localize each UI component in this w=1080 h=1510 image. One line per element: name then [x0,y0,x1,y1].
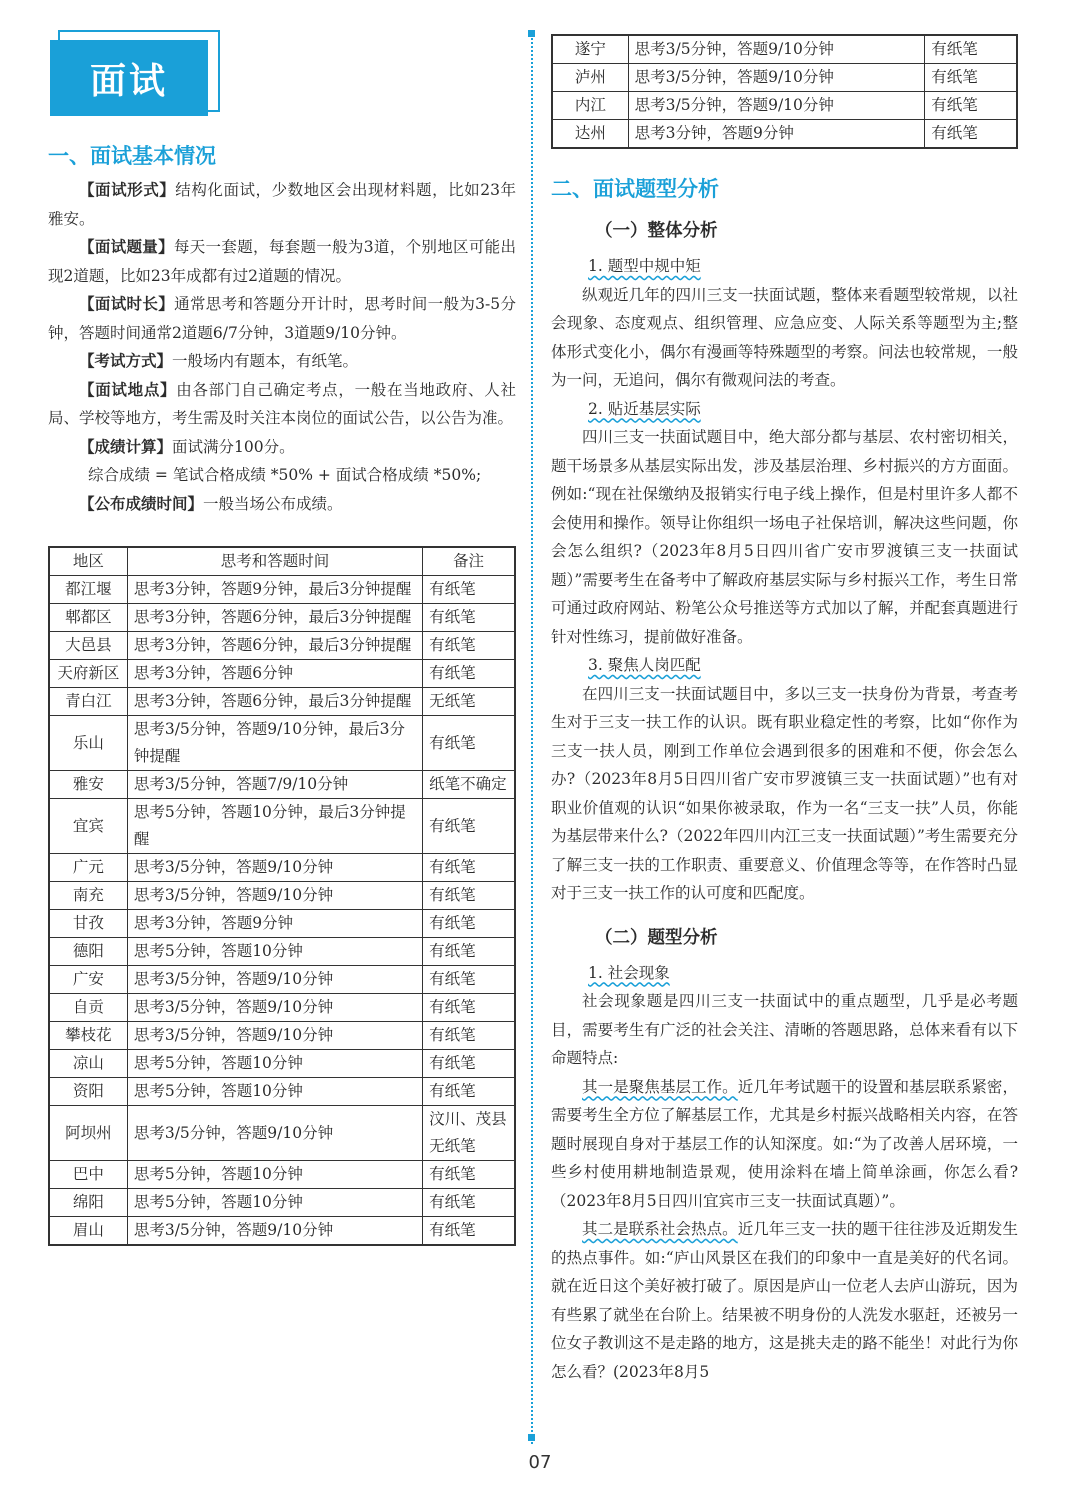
table-cell-region: 天府新区 [49,660,127,688]
table-cell-region: 攀枝花 [49,1022,127,1050]
table-cell-note: 有纸笔 [423,966,515,994]
table-cell-note: 有纸笔 [423,1189,515,1217]
table-cell-time: 思考3/5分钟，答题9/10分钟 [127,1106,422,1161]
table-row [552,64,1017,92]
subsection-heading: （二）题型分析 [595,927,718,948]
paragraph: 其一是聚焦基层工作。近几年考试题干的设置和基层联系紧密，需要考生全方位了解基层工作，尤其是乡村振兴战略相关内容，在答题时展现自身对于基层工作的认知深度。如:“为了改善人居环境，一些乡村使用耕地制造景观，使用涂料在墙上简单涂画，你怎么看?（2023年8月5日四川宜宾市三支一扶面试真题）”。 [551,1077,1018,1210]
table-row [49,688,515,716]
interview-time-table [48,546,516,1246]
table-cell-region: 郫都区 [49,604,127,632]
table-cell-note: 有纸笔 [925,35,1017,64]
table-row [49,604,515,632]
table-cell-note: 有纸笔 [423,604,515,632]
table-cell-region: 甘孜 [49,910,127,938]
table-cell-note: 有纸笔 [423,882,515,910]
table-cell-time: 思考5分钟，答题10分钟 [127,1161,422,1189]
table-cell-region: 泸州 [552,64,628,92]
table-body [49,576,515,1246]
basic-info-list [48,176,516,518]
table-cell-time: 思考3分钟，答题9分钟 [127,910,422,938]
paragraph: 社会现象题是四川三支一扶面试中的重点题型，几乎是必考题目，需要考生有广泛的社会关注、清晰的答题思路，总体来看有以下命题特点: [551,992,1018,1067]
info-item: 【面试形式】结构化面试，少数地区会出现材料题，比如23年雅安。 [48,181,516,228]
table-cell-note: 有纸笔 [925,92,1017,120]
paragraph: 纵观近几年的四川三支一扶面试题，整体来看题型较常规，以社会现象、态度观点、组织管理、应急应变、人际关系等题型为主;整体形式变化小，偶尔有漫画等特殊题型的考察。问法也较常规，一般为一问，无追问，偶尔有微观问法的考查。 [551,285,1018,389]
table-cell-region: 遂宁 [552,35,628,64]
table-cell-region: 资阳 [49,1078,127,1106]
table-row [49,854,515,882]
table-cell-note: 有纸笔 [423,1022,515,1050]
table-cell-region: 眉山 [49,1217,127,1246]
left-column [48,30,516,1246]
table-cell-time: 思考3分钟，答题6分钟 [127,660,422,688]
table-row [49,1189,515,1217]
paragraph: 四川三支一扶面试题目中，绝大部分都与基层、农村密切相关，题干场景多从基层实际出发，涉及基层治理、乡村振兴的方方面面。例如:“现在社保缴纳及报销实行电子线上操作，但是村里许多人都不会使用和操作。领导让你组织一场电子社保培训，解决这些问题，你会怎么组织?（2023年8月5日四川省广安市罗渡镇三支一扶面试题）”需要考生在备考中了解政府基层实际与乡村振兴工作，考生日常可通过政府网站、粉笔公众号推送等方式加以了解，并配套真题进行针对性练习，提前做好准备。 [551,428,1018,646]
table-cell-region: 自贡 [49,994,127,1022]
paragraph: 其二是联系社会热点。近几年三支一扶的题干往往涉及近期发生的热点事件。如:“庐山风景区在我们的印象中一直是美好的代名词。就在近日这个美好被打破了。原因是庐山一位老人去庐山游玩，因为有些累了就坐在台阶上。结果被不明身份的人洗发水驱赶，还被另一位女子教训这不是走路的地方，这是挑夫走的路不能坐！对此行为你怎么看？(2023年8月5 [551,1220,1018,1381]
table-header-row [49,547,515,576]
table-cell-note: 纸笔不确定 [423,771,515,799]
table-row [49,716,515,771]
info-item: 【考试方式】一般场内有题本，有纸笔。 [79,352,359,370]
info-item: 【公布成绩时间】一般当场公布成绩。 [79,494,343,513]
point-heading: 1. 题型中规中矩 [588,257,701,275]
table-cell-region: 雅安 [49,771,127,799]
table-row [49,799,515,854]
section-title: 二、面试题型分析 [551,177,719,201]
table-cell-time: 思考3/5分钟，答题9/10分钟 [628,64,925,92]
table-cell-region: 阿坝州 [49,1106,127,1161]
table-header: 地区 [49,547,127,576]
info-item: 【面试地点】由各部门自己确定考点，一般在当地政府、人社局、学校等地方，考生需及时关注本岗位的面试公告，以公告为准。 [48,380,516,427]
subsection-heading: （一）整体分析 [595,221,718,241]
table-row [49,771,515,799]
table-cell-time: 思考5分钟，答题10分钟 [127,1078,422,1106]
table-cell-time: 思考3/5分钟，答题9/10分钟 [628,92,925,120]
table-row [552,35,1017,64]
table-row [552,120,1017,149]
table-cell-region: 广元 [49,854,127,882]
info-item: 综合成绩 = 笔试合格成绩 *50% + 面试合格成绩 *50%; [88,466,482,484]
table-row [49,1078,515,1106]
table-row [49,1217,515,1246]
table-cell-region: 青白江 [49,688,127,716]
table-cell-time: 思考3/5分钟，答题9/10分钟 [127,1217,422,1246]
table-header: 思考和答题时间 [127,547,422,576]
table-cell-note: 有纸笔 [423,1217,515,1246]
table-cell-region: 南充 [49,882,127,910]
table-header: 备注 [423,547,515,576]
divider-dot [528,1434,535,1441]
table-row [49,576,515,604]
table-row [49,660,515,688]
table-cell-note: 有纸笔 [925,120,1017,149]
table-body [552,35,1017,148]
table-row [49,1106,515,1161]
title-badge [50,30,220,114]
table-row [49,1050,515,1078]
table-cell-note: 有纸笔 [423,799,515,854]
table-cell-region: 乐山 [49,716,127,771]
table-row [49,1022,515,1050]
table-cell-note: 有纸笔 [423,938,515,966]
table-cell-time: 思考5分钟，答题10分钟 [127,1189,422,1217]
paragraph-lead: 其一是聚焦基层工作。 [582,1077,738,1096]
table-cell-region: 广安 [49,966,127,994]
table-cell-time: 思考5分钟，答题10分钟 [127,1050,422,1078]
table-cell-time: 思考3/5分钟，答题9/10分钟 [127,854,422,882]
table-cell-region: 巴中 [49,1161,127,1189]
section-title: 一、面试基本情况 [48,144,216,168]
point-heading: 3. 聚焦人岗匹配 [588,656,701,674]
table-cell-note: 汶川、茂县无纸笔 [423,1106,515,1161]
info-item: 【成绩计算】面试满分100分。 [79,437,295,456]
info-item: 【面试时长】通常思考和答题分开计时，思考时间一般为3-5分钟，答题时间通常2道题6/7分钟，3道题9/10分钟。 [48,295,516,342]
table-cell-note: 有纸笔 [423,716,515,771]
table-cell-time: 思考3/5分钟，答题9/10分钟 [127,882,422,910]
table-cell-time: 思考3分钟，答题9分钟 [628,120,925,149]
page-number: 07 [528,1452,552,1473]
paragraph-lead: 其二是联系社会热点。 [582,1220,738,1238]
table-cell-time: 思考3/5分钟，答题9/10分钟 [127,994,422,1022]
table-row [49,938,515,966]
table-cell-note: 有纸笔 [423,910,515,938]
table-cell-region: 内江 [552,92,628,120]
table-row [49,910,515,938]
right-column [551,34,1018,1386]
table-cell-region: 达州 [552,120,628,149]
table-cell-time: 思考3/5分钟，答题9/10分钟，最后3分钟提醒 [127,716,422,771]
point-heading: 2. 贴近基层实际 [588,399,701,418]
table-cell-note: 有纸笔 [925,64,1017,92]
table-row [49,1161,515,1189]
table-cell-region: 大邑县 [49,632,127,660]
table-cell-note: 无纸笔 [423,688,515,716]
table-cell-time: 思考3分钟，答题9分钟，最后3分钟提醒 [127,576,422,604]
table-cell-time: 思考3分钟，答题6分钟，最后3分钟提醒 [127,604,422,632]
table-cell-time: 思考3分钟，答题6分钟，最后3分钟提醒 [127,632,422,660]
table-cell-note: 有纸笔 [423,1050,515,1078]
info-item: 【面试题量】每天一套题，每套题一般为3道，个别地区可能出现2道题，比如23年成都有过2道题的情况。 [48,238,516,285]
table-cell-time: 思考3/5分钟，答题7/9/10分钟 [127,771,422,799]
table-row [49,966,515,994]
table-cell-time: 思考3/5分钟，答题9/10分钟 [127,1022,422,1050]
table-cell-note: 有纸笔 [423,854,515,882]
interview-time-table-continued [551,34,1018,149]
column-divider [531,34,533,1444]
table-row [49,994,515,1022]
table-cell-note: 有纸笔 [423,576,515,604]
table-cell-note: 有纸笔 [423,632,515,660]
table-cell-region: 凉山 [49,1050,127,1078]
table-cell-time: 思考3/5分钟，答题9/10分钟 [628,35,925,64]
table-cell-note: 有纸笔 [423,994,515,1022]
point-heading: 1. 社会现象 [588,963,670,982]
table-cell-note: 有纸笔 [423,1078,515,1106]
table-cell-time: 思考5分钟，答题10分钟，最后3分钟提醒 [127,799,422,854]
table-cell-region: 德阳 [49,938,127,966]
page-title: 面试 [50,40,208,116]
paragraph: 在四川三支一扶面试题目中，多以三支一扶身份为背景，考查考生对于三支一扶工作的认识。既有职业稳定性的考察，比如“你作为三支一扶人员，刚到工作单位会遇到很多的困难和不便，你会怎么办?（2023年8月5日四川省广安市罗渡镇三支一扶面试题）”也有对职业价值观的认识“如果你被录取，作为一名“三支一扶”人员，你能为基层带来什么?（2022年四川内江三支一扶面试题）”考生需要充分了解三支一扶的工作职责、重要意义、价值理念等等，在作答时凸显对于三支一扶工作的认可度和匹配度。 [551,684,1018,902]
table-row [49,882,515,910]
table-cell-time: 思考3/5分钟，答题9/10分钟 [127,966,422,994]
table-cell-region: 都江堰 [49,576,127,604]
table-cell-region: 宜宾 [49,799,127,854]
table-row [49,632,515,660]
divider-dot [528,30,535,37]
table-cell-region: 绵阳 [49,1189,127,1217]
table-cell-time: 思考3分钟，答题6分钟，最后3分钟提醒 [127,688,422,716]
table-cell-note: 有纸笔 [423,660,515,688]
table-cell-note: 有纸笔 [423,1161,515,1189]
table-row [552,92,1017,120]
table-cell-time: 思考5分钟，答题10分钟 [127,938,422,966]
